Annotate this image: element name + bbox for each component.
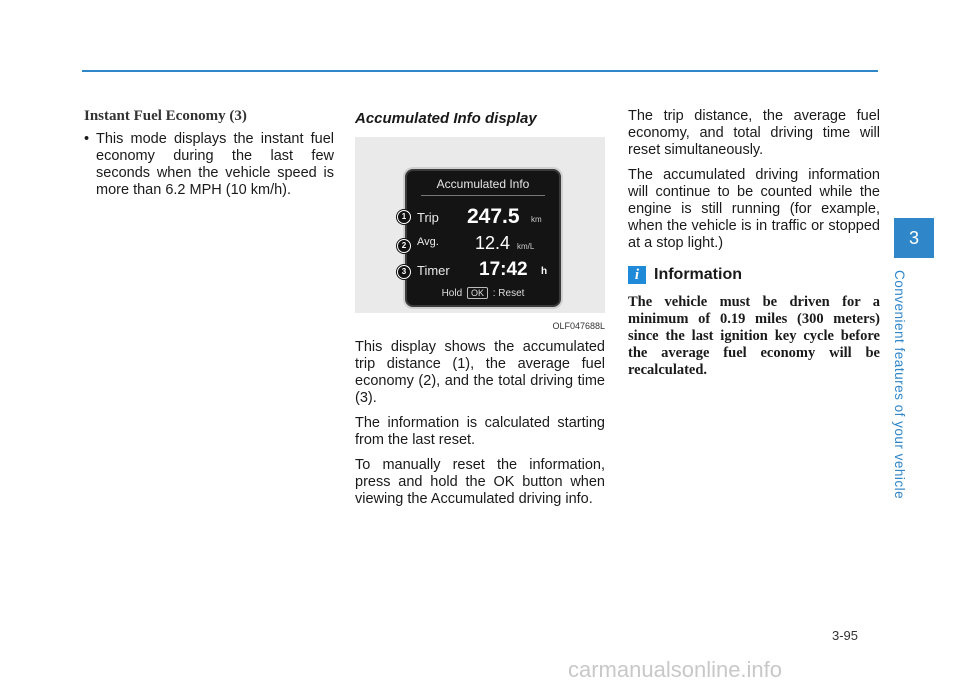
hold-prefix: Hold [441, 288, 463, 299]
avg-row [417, 233, 549, 255]
page-number: 3-95 [832, 628, 859, 643]
trip-unit: km [531, 215, 542, 224]
avg-unit: km/L [517, 242, 535, 251]
column-middle [355, 108, 605, 516]
cluster-screen [405, 169, 561, 307]
bullet-list [84, 131, 334, 199]
section-heading: Accumulated Info display [355, 110, 537, 127]
bullet-item: • This mode displays the instant fuel economy during the last few seconds when the vehicle speed is more than 6.2 MPH (10 km/h). [84, 131, 334, 199]
information-header [628, 266, 880, 284]
paragraph: To manually reset the information, press and hold the OK button when viewing the Accumulated driving info. [355, 457, 605, 507]
column-left [84, 108, 334, 199]
screen-title: Accumulated Info [436, 177, 530, 191]
watermark: carmanualsonline.info [568, 657, 783, 682]
timer-row [417, 259, 553, 281]
figure-id: OLF047688L [552, 321, 605, 331]
screen-divider [421, 195, 545, 196]
trip-value: 247.5 [467, 205, 520, 228]
top-rule [82, 70, 878, 72]
callout-1: 1 [397, 210, 411, 224]
avg-label: Avg. [417, 236, 439, 248]
trip-row [417, 205, 549, 229]
timer-label: Timer [417, 263, 450, 278]
cluster-figure [355, 137, 605, 331]
hold-reset-hint [407, 287, 559, 299]
callout-3: 3 [397, 265, 411, 279]
paragraph: The information is calculated starting from the last reset. [355, 415, 605, 448]
ok-key: OK [467, 287, 488, 299]
paragraph: The accumulated driving information will continue to be counted while the engine is still running (for example, when the vehicle is in traffic or stopped at a stop light.) [628, 167, 880, 251]
info-icon: i [628, 266, 646, 284]
column-right [628, 108, 880, 379]
section-heading: Instant Fuel Economy (3) [84, 108, 247, 124]
paragraph: The trip distance, the average fuel economy, and total driving time will reset simultaneously. [628, 108, 880, 158]
chapter-tab: 3 [894, 218, 934, 258]
chapter-title: Convenient features of your vehicle [892, 270, 907, 500]
timer-value: 17:42 [479, 259, 528, 280]
timer-unit: h [541, 266, 548, 277]
information-body: The vehicle must be driven for a minimum of 0.19 miles (300 meters) since the last ignition key cycle before the average fuel economy will be recalculated. [628, 294, 880, 378]
callout-2: 2 [397, 239, 411, 253]
paragraph: This display shows the accumulated trip distance (1), the average fuel economy (2), and the total driving time (3). [355, 339, 605, 406]
avg-value: 12.4 [475, 233, 511, 253]
information-title: Information [654, 266, 742, 283]
trip-label: Trip [417, 210, 439, 225]
hold-suffix: : Reset [492, 288, 525, 299]
